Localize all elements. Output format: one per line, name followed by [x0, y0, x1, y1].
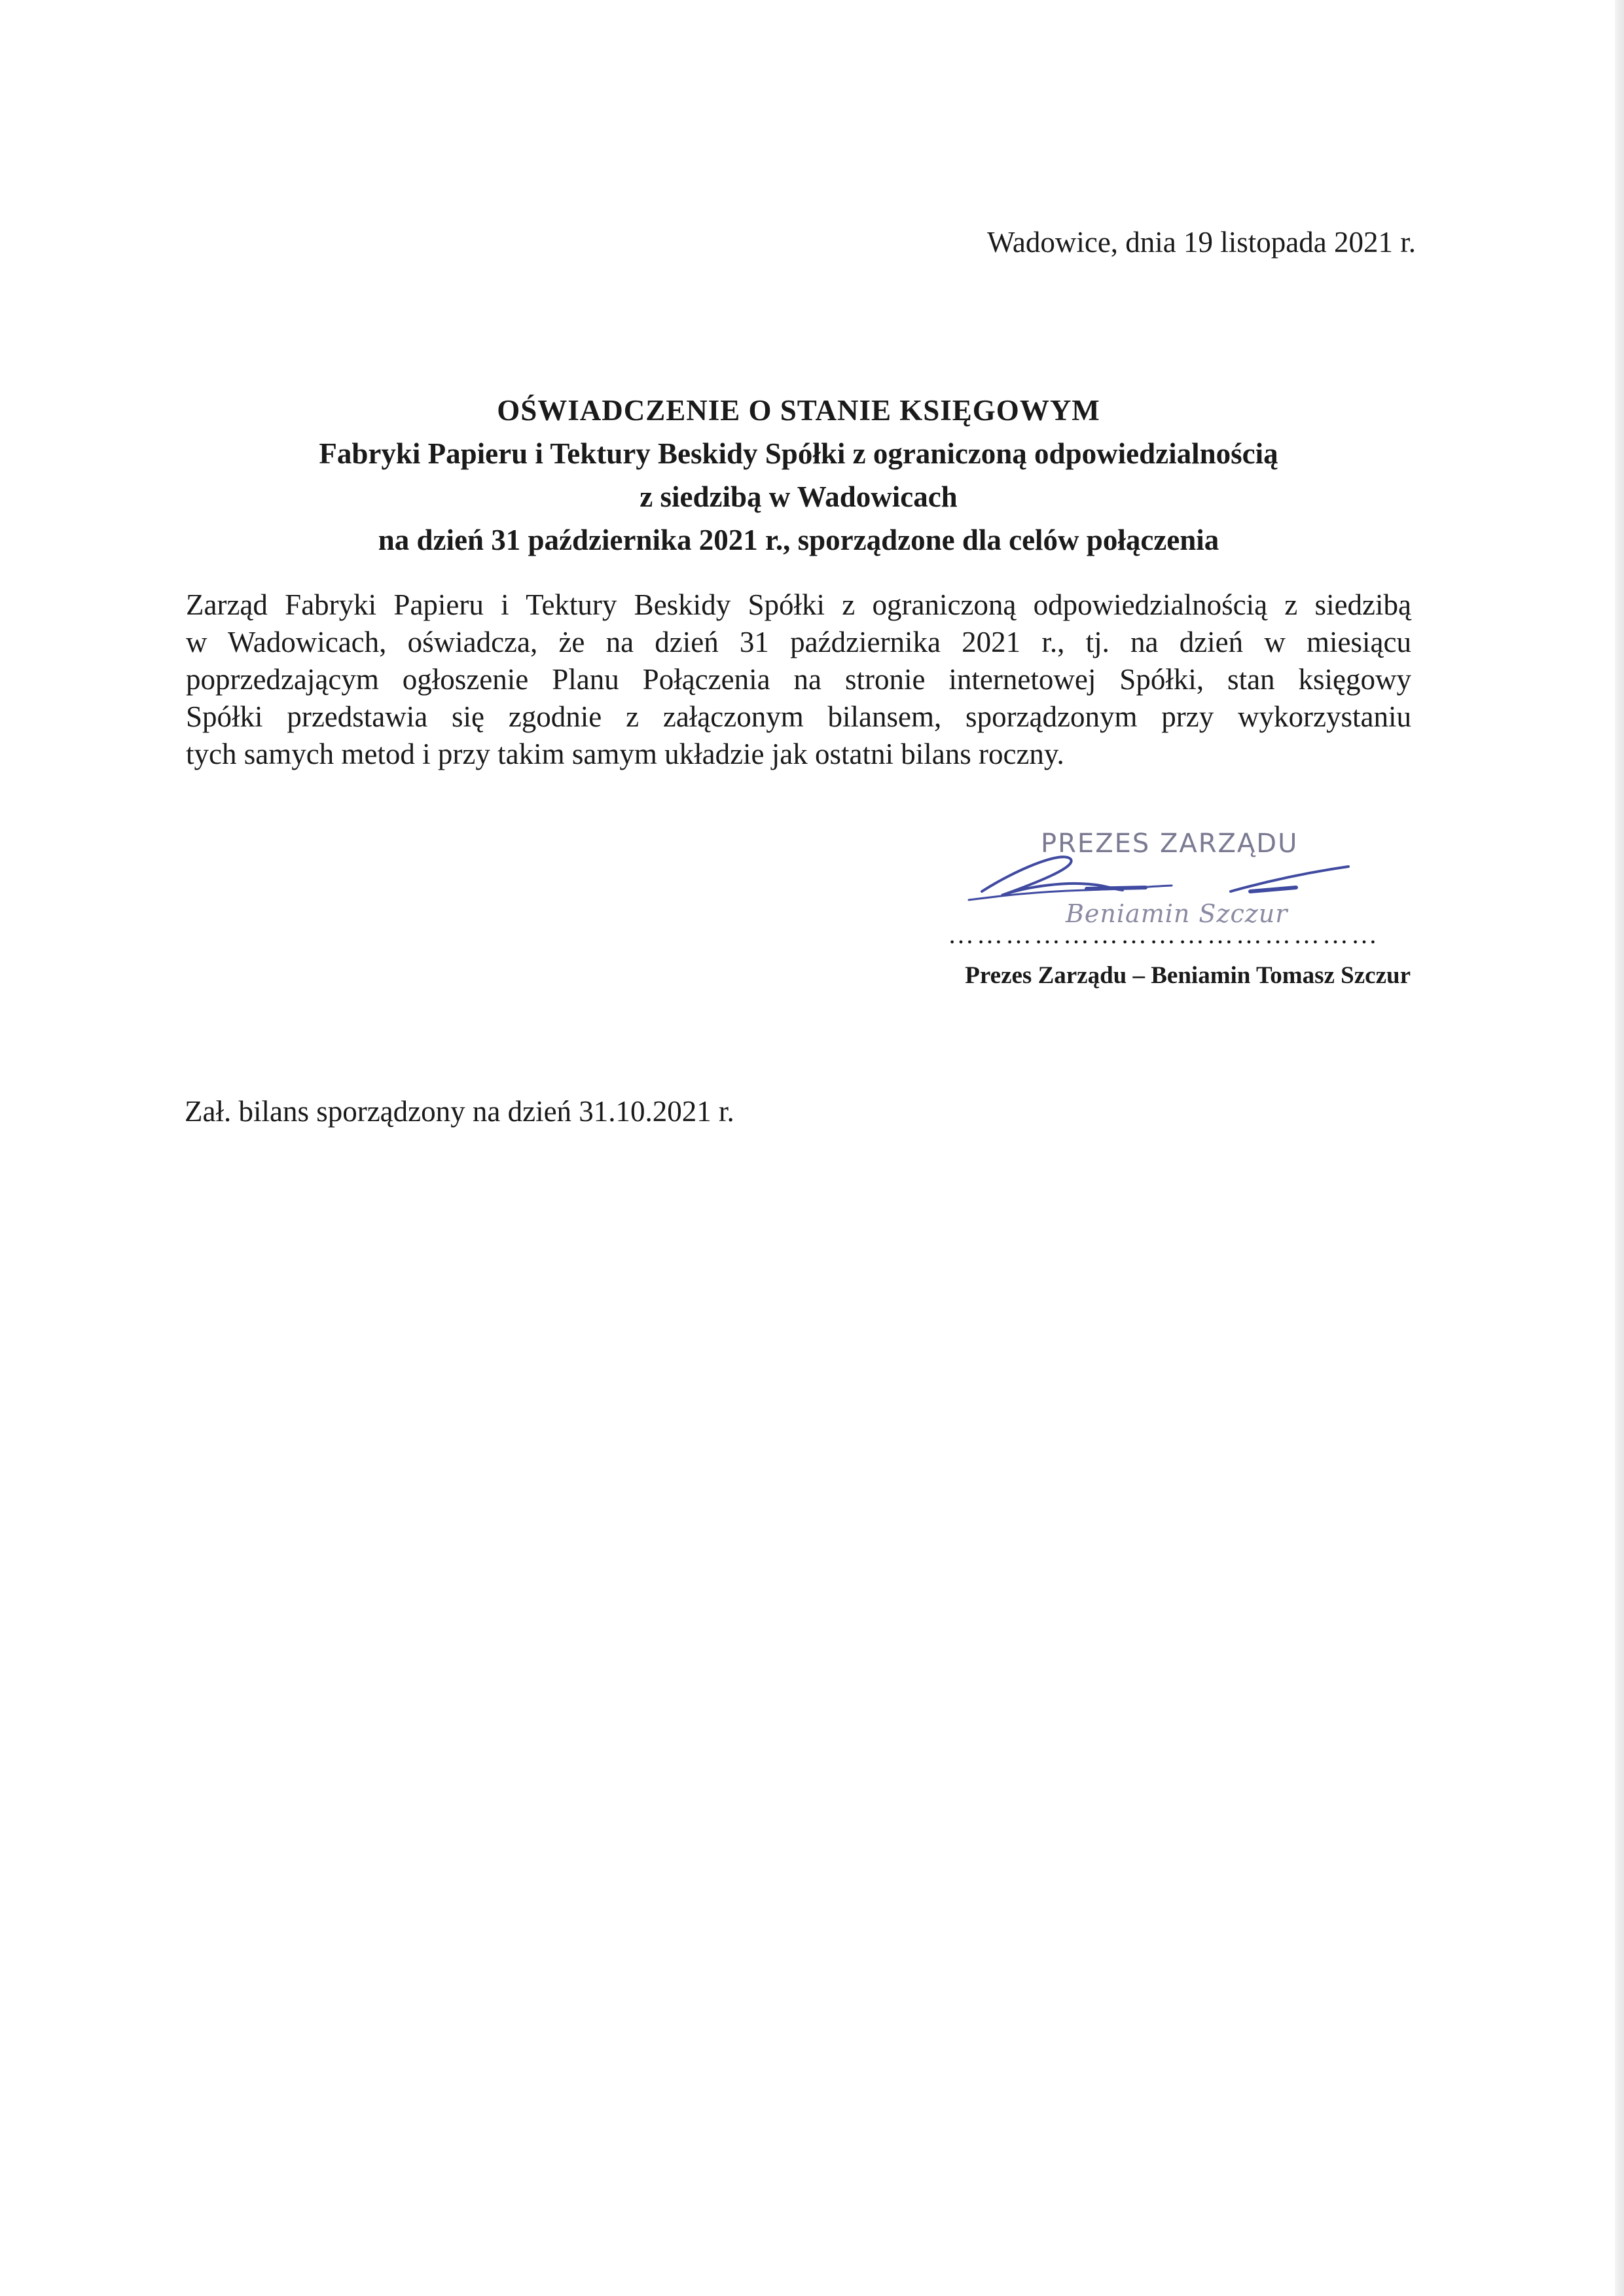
stamp-title: PREZES ZARZĄDU [1041, 829, 1299, 859]
body-line-4: Spółki przedstawia się zgodnie z załączonym bilansem, sporządzonym przy wykorzystaniu [186, 700, 1411, 733]
stamp-name: Beniamin Szczur [1066, 899, 1288, 928]
body-line-3: poprzedzającym ogłoszenie Planu Połączenia na stronie internetowej Spółki, stan księgowy [186, 663, 1411, 696]
title-line-1: OŚWIADCZENIE O STANIE KSIĘGOWYM [497, 394, 1100, 427]
date-line: Wadowice, dnia 19 listopada 2021 r. [987, 226, 1416, 259]
statement-body [186, 586, 1411, 773]
body-line-1: Zarząd Fabryki Papieru i Tektury Beskidy Spółki z ograniczoną odpowiedzialnością z siedzibą [186, 588, 1411, 621]
title-line-4: na dzień 31 października 2021 r., sporządzone dla celów połączenia [378, 524, 1219, 556]
page-edge [1615, 0, 1624, 2296]
title-line-3: z siedzibą w Wadowicach [640, 480, 958, 513]
attachment-note: Zał. bilans sporządzony na dzień 31.10.2021 r. [185, 1095, 734, 1128]
signature-dotted-line: ……………………………………… [948, 922, 1380, 948]
body-line-2: w Wadowicach, oświadcza, że na dzień 31 października 2021 r., tj. na dzień w miesiącu [186, 626, 1411, 658]
document-title [183, 389, 1414, 562]
title-line-2: Fabryki Papieru i Tektury Beskidy Spółki z ograniczoną odpowiedzialnością [319, 437, 1278, 470]
body-line-5: tych samych metod i przy takim samym układzie jak ostatni bilans roczny. [186, 738, 1064, 770]
signatory-name: Prezes Zarządu – Beniamin Tomasz Szczur [965, 962, 1411, 989]
